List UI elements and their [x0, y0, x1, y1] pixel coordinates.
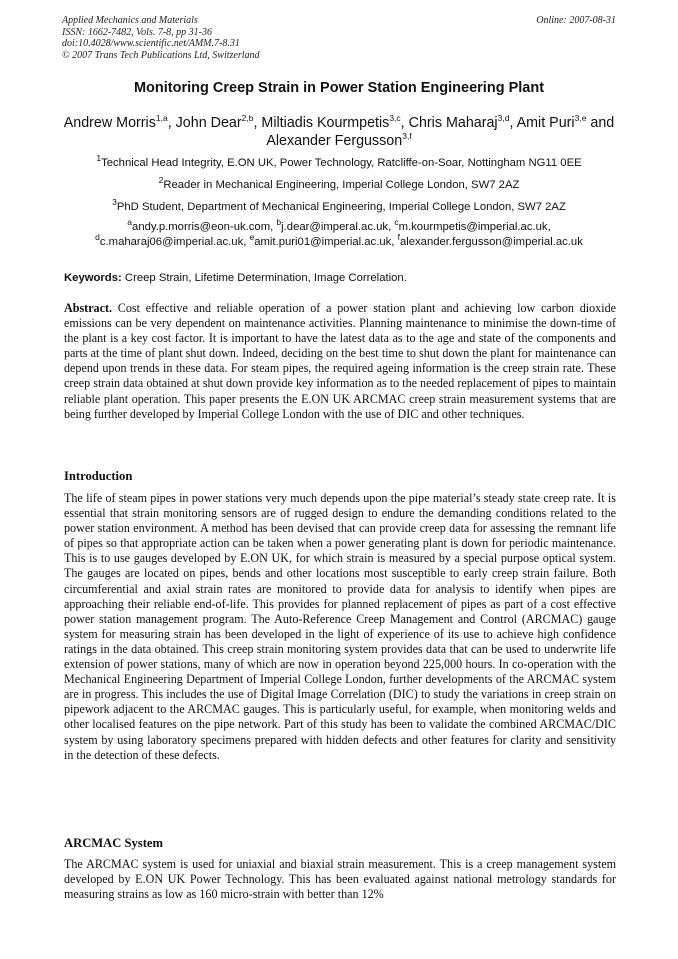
section-heading-arcmac: ARCMAC System — [64, 836, 163, 850]
author-name: Andrew Morris — [63, 115, 156, 131]
email-address[interactable]: c.maharaj06@imperial.ac.uk — [99, 236, 244, 248]
keywords-text: Creep Strain, Lifetime Determination, Image Correlation. — [124, 272, 407, 284]
journal-name: Applied Mechanics and Materials — [62, 15, 198, 26]
email-address[interactable]: andy.p.morris@eon-uk.com — [132, 221, 271, 233]
section-heading-introduction: Introduction — [64, 469, 133, 483]
author-sup: 1,a — [155, 113, 168, 124]
email-address[interactable]: m.kourmpetis@imperial.ac.uk — [398, 221, 548, 233]
email-address[interactable]: j.dear@imperal.ac.uk — [281, 221, 389, 233]
affiliation-3: $^3$PhD Student, Department of Mechanical Engineering, Imperial College London, SW7 2AZ — [112, 197, 566, 213]
author-sup: 3,d — [497, 113, 510, 124]
journal-header — [62, 15, 616, 61]
email-address[interactable]: amit.puri01@imperial.ac.uk — [254, 236, 392, 248]
issn-line: ISSN: 1662-7482, Vols. 7-8, pp 31-36 — [62, 26, 212, 38]
arcmac-text: The ARCMAC system is used for uniaxial and biaxial strain measurement. This is a creep management system developed by E.ON UK Power Technology. This has been evaluated against national metrology standards for measuring strains as low as 160 micro-strain with better than 12% — [64, 857, 616, 902]
keywords-label: Keywords: — [64, 272, 122, 284]
abstract-text: Cost effective and reliable operation of a power station plant and achieving low carbon dioxide emissions can be very dependent on maintenance activities. Planning maintenance to minimise the down-time of the plant is a key cost factor. It is important to have the latest data as to the age and state of the components and parts at the time of plant shut down. Indeed, deciding on the best time to shut down the plant for maintenance can depend upon trends in these data. For steam pipes, the required ageing information is the creep strain rate. These creep strain data obtained at shut down provide key information as to the needed replacement of pipes to maintain reliable plant operation. This paper presents the E.ON UK ARCMAC creep strain measurement systems that are being further developed by Imperial College London with the use of DIC and other techniques. — [64, 301, 616, 421]
email-list: $^a$andy.p.morris@eon-uk.com, $^b$j.dear@imperal.ac.uk, $^c$m.kourmpetis@imperial.ac.uk, $^d$c.maharaj06@imperial.ac.uk, $^e$amit.puri01@imperial.ac.uk, $^f$alexander.fergusson@imperial.ac.uk — [95, 217, 583, 248]
online-date: Online: 2007-08-31 — [536, 15, 616, 26]
author-sup: 2,b — [241, 113, 254, 124]
abstract — [64, 301, 616, 422]
author-list: Andrew Morris$^{1,a}$, John Dear$^{2,b}$, Miltiadis Kourmpetis$^{3,c}$, Chris Maharaj$^{3,d}$, Amit Puri$^{3,e}$ and Alexander Fergusson$^{3,f}$ — [63, 113, 615, 149]
author-sup: 3,c — [389, 113, 401, 124]
keywords — [64, 272, 616, 284]
doi-line: doi:10.4028/www.scientific.net/AMM.7-8.31 — [62, 38, 240, 49]
author-name: John Dear — [175, 115, 242, 131]
abstract-label: Abstract. — [64, 301, 113, 315]
introduction-text: The life of steam pipes in power stations very much depends upon the pipe material’s steady state creep rate. It is essential that strain monitoring sensors are of rugged design to endure the demanding conditions related to the power station environment. A method has been devised that can provide creep data for assessing the remnant life of pipes so that appropriate action can be taken when a power generating plant is down for periodic maintenance. This is to use gauges developed by E.ON UK, for which strain is measured by a special purpose optical system. The gauges are located on pipes, bends and other locations most susceptible to early creep strain failure. Both circumferential and axial strain rates are monitored to provide data for analysis to identify when pipes are approaching their reliable end-of-life. This provides for planned replacement of pipes as part of a cost effective power station management program. The Auto-Reference Creep Management and Control (ARCMAC) gauge system for measuring strain has been developed in the light of experience of its use to achieve high confidence ratings in the data obtained. This creep strain monitoring system provides data that can be used to underwrite life extension of power stations, many of which are now in operation beyond 225,000 hours. In co-operation with the Mechanical Engineering Department of Imperial College London, further developments of the ARCMAC system are in progress. This includes the use of Digital Image Correlation (DIC) to study the variations in creep strain on pipework adjacent to the ARCMAC gauges. This is particularly useful, for example, when monitoring welds and other localised features on the pipe network. Part of this study has been to validate the combined ARCMAC/DIC system by using laboratory specimens prepared with hidden defects and other features for clarity and sensitivity in the detection of these defects. — [64, 491, 616, 762]
author-name: Miltiadis Kourmpetis — [261, 115, 390, 131]
copyright-line: © 2007 Trans Tech Publications Ltd, Switzerland — [62, 49, 260, 61]
author-sup: 3,e — [574, 113, 587, 124]
affiliation-1: $^1$Technical Head Integrity, E.ON UK, Power Technology, Ratcliffe-on-Soar, Nottingham NG11 0EE — [96, 153, 582, 169]
affiliation-2: $^2$Reader in Mechanical Engineering, Imperial College London, SW7 2AZ — [158, 175, 520, 191]
email-address[interactable]: alexander.fergusson@imperial.ac.uk — [399, 236, 583, 248]
author-name: Amit Puri — [516, 115, 575, 131]
author-sup: 3,f — [402, 131, 412, 142]
paper-title: Monitoring Creep Strain in Power Station Engineering Plant — [133, 80, 545, 96]
author-name: Chris Maharaj — [408, 115, 498, 131]
author-name: Alexander Fergusson — [266, 133, 403, 149]
